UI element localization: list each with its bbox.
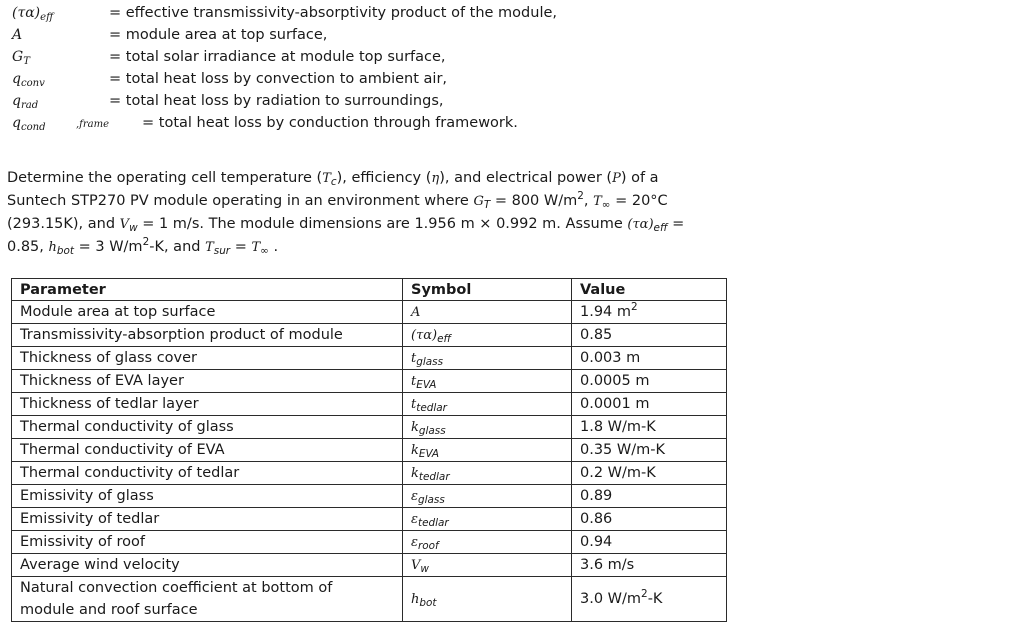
table-row (12, 577, 727, 622)
table-row (12, 508, 727, 531)
nomenclature-description: = total solar irradiance at module top surface, (109, 49, 446, 65)
cell-symbol: A (403, 301, 572, 324)
table-row (12, 301, 727, 324)
cell-value: 3.6 m/s (572, 554, 727, 577)
problem-line: Suntech STP270 PV module operating in an environment where $G_T = 800$ $W/m^2$, $T_\infty = 20^\circ C$ (7, 190, 668, 212)
header-value: Value (572, 279, 727, 301)
cell-symbol: $k_{tedlar}$ (403, 462, 572, 485)
cell-parameter: Thickness of tedlar layer (12, 393, 403, 416)
nomenclature-symbol: $q_{conv}$ (12, 71, 45, 90)
nomenclature-symbol: $G_T$ (12, 49, 30, 68)
table-header-row (12, 279, 727, 301)
nomenclature-symbol: $q_{cond}$ (12, 115, 46, 134)
table-row (12, 416, 727, 439)
cell-symbol: $\varepsilon_{glass}$ (403, 485, 572, 508)
cell-symbol: $\varepsilon_{tedlar}$ (403, 508, 572, 531)
nomenclature-row (10, 25, 710, 47)
parameter-table (11, 278, 727, 622)
table-row (12, 531, 727, 554)
table-row (12, 462, 727, 485)
table-row (12, 347, 727, 370)
cell-symbol: $k_{EVA}$ (403, 439, 572, 462)
cell-symbol: $(\tau\alpha)_{eff}$ (403, 324, 572, 347)
cell-parameter: Thermal conductivity of EVA (12, 439, 403, 462)
cell-value: 0.94 (572, 531, 727, 554)
nomenclature-symbol: A (12, 27, 23, 43)
cell-value: 1.94 $m^2$ (572, 301, 727, 324)
header-parameter: Parameter (12, 279, 403, 301)
problem-statement (7, 167, 697, 259)
nomenclature-description: = total heat loss by radiation to surroundings, (109, 93, 444, 109)
cell-parameter: Thermal conductivity of tedlar (12, 462, 403, 485)
cell-parameter: Emissivity of glass (12, 485, 403, 508)
nomenclature-subscript-frame: ,frame (76, 119, 110, 130)
nomenclature-row (10, 3, 710, 25)
table-row (12, 393, 727, 416)
cell-symbol: $t_{tedlar}$ (403, 393, 572, 416)
cell-value: 0.2 W/m-K (572, 462, 727, 485)
cell-parameter: Thermal conductivity of glass (12, 416, 403, 439)
table-row (12, 439, 727, 462)
cell-value: 0.0001 m (572, 393, 727, 416)
nomenclature-description: = total heat loss by conduction through framework. (142, 115, 518, 131)
nomenclature-row (10, 69, 710, 91)
cell-parameter: Emissivity of roof (12, 531, 403, 554)
cell-value: 1.8 W/m-K (572, 416, 727, 439)
table-row (12, 324, 727, 347)
cell-parameter: Module area at top surface (12, 301, 403, 324)
cell-parameter: Transmissivity-absorption product of module (12, 324, 403, 347)
problem-line: 0.85, $h_{bot} = 3$ $W/m^2-K$, and $T_{sur} = T_\infty$ . (7, 236, 279, 258)
cell-value: 3.0 $W/m^2-K$ (572, 577, 727, 622)
cell-symbol: $h_{bot}$ (403, 577, 572, 622)
table-row (12, 485, 727, 508)
cell-parameter: Thickness of EVA layer (12, 370, 403, 393)
nomenclature-row (10, 47, 710, 69)
cell-parameter: Natural convection coefficient at bottom of module and roof surface (12, 577, 403, 622)
nomenclature-description: = effective transmissivity-absorptivity product of the module, (109, 5, 558, 21)
cell-value: 0.003 m (572, 347, 727, 370)
nomenclature-symbol: $q_{rad}$ (12, 93, 39, 112)
cell-parameter: Average wind velocity (12, 554, 403, 577)
problem-line: Determine the operating cell temperature $(T_c)$, efficiency (η), and electrical power (P) of a (7, 170, 659, 189)
nomenclature-symbol: $(\tau\alpha)_{eff}$ (12, 5, 54, 24)
cell-parameter: Thickness of glass cover (12, 347, 403, 370)
cell-value: 0.86 (572, 508, 727, 531)
problem-line: (293.15K), and $V_w = 1$ m/s. The module dimensions are 1.956 m × 0.992 m. Assume $(\tau\alpha)_{eff}$ = (7, 216, 685, 235)
cell-value: 0.0005 m (572, 370, 727, 393)
nomenclature-row (10, 113, 710, 135)
cell-parameter: Emissivity of tedlar (12, 508, 403, 531)
table-row (12, 554, 727, 577)
cell-value: 0.89 (572, 485, 727, 508)
cell-value: 0.35 W/m-K (572, 439, 727, 462)
cell-symbol: $k_{glass}$ (403, 416, 572, 439)
nomenclature-description: = module area at top surface, (109, 27, 328, 43)
nomenclature-description: = total heat loss by convection to ambient air, (109, 71, 448, 87)
cell-value: 0.85 (572, 324, 727, 347)
nomenclature-row (10, 91, 710, 113)
table-row (12, 370, 727, 393)
cell-symbol: $t_{glass}$ (403, 347, 572, 370)
cell-symbol: $\varepsilon_{roof}$ (403, 531, 572, 554)
nomenclature-list (10, 3, 710, 135)
header-symbol: Symbol (403, 279, 572, 301)
cell-symbol: $V_w$ (403, 554, 572, 577)
cell-symbol: $t_{EVA}$ (403, 370, 572, 393)
